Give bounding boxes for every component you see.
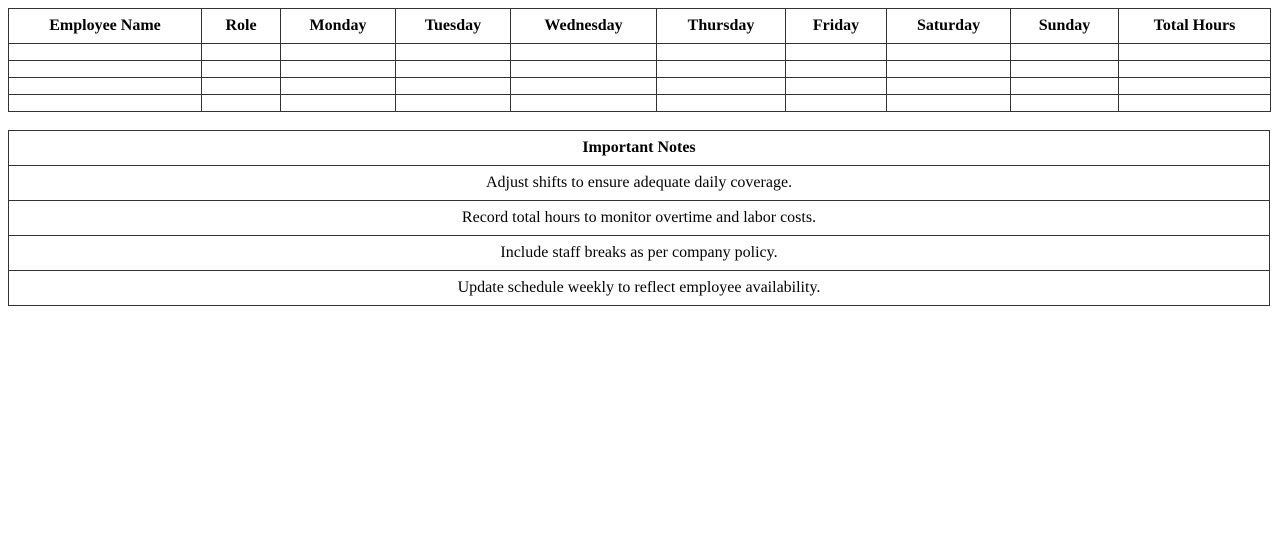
schedule-cell[interactable] [202, 95, 281, 112]
schedule-cell[interactable] [281, 78, 396, 95]
note-row [9, 271, 1270, 306]
schedule-cell[interactable] [202, 61, 281, 78]
header-friday: Friday [786, 9, 887, 44]
schedule-cell[interactable] [887, 78, 1011, 95]
schedule-body [9, 44, 1271, 112]
notes-table [8, 130, 1270, 306]
schedule-cell[interactable] [887, 44, 1011, 61]
schedule-row [9, 78, 1271, 95]
header-sunday: Sunday [1011, 9, 1119, 44]
schedule-cell[interactable] [1119, 78, 1271, 95]
schedule-cell[interactable] [9, 61, 202, 78]
schedule-cell[interactable] [281, 44, 396, 61]
note-item: Update schedule weekly to reflect employee availability. [9, 271, 1270, 306]
notes-title: Important Notes [9, 131, 1270, 166]
note-item: Record total hours to monitor overtime and labor costs. [9, 201, 1270, 236]
header-role: Role [202, 9, 281, 44]
schedule-cell[interactable] [1011, 44, 1119, 61]
schedule-cell[interactable] [281, 95, 396, 112]
schedule-row [9, 44, 1271, 61]
schedule-cell[interactable] [887, 95, 1011, 112]
schedule-row [9, 95, 1271, 112]
schedule-cell[interactable] [1011, 78, 1119, 95]
schedule-cell[interactable] [9, 95, 202, 112]
note-row [9, 166, 1270, 201]
schedule-cell[interactable] [511, 95, 657, 112]
schedule-cell[interactable] [396, 61, 511, 78]
schedule-cell[interactable] [657, 44, 786, 61]
schedule-cell[interactable] [202, 44, 281, 61]
schedule-cell[interactable] [1119, 44, 1271, 61]
schedule-cell[interactable] [1011, 95, 1119, 112]
schedule-cell[interactable] [281, 61, 396, 78]
schedule-cell[interactable] [396, 95, 511, 112]
schedule-cell[interactable] [9, 78, 202, 95]
note-item: Include staff breaks as per company policy. [9, 236, 1270, 271]
schedule-cell[interactable] [396, 78, 511, 95]
schedule-cell[interactable] [1119, 95, 1271, 112]
schedule-cell[interactable] [9, 44, 202, 61]
schedule-cell[interactable] [786, 44, 887, 61]
header-employee-name: Employee Name [9, 9, 202, 44]
header-thursday: Thursday [657, 9, 786, 44]
schedule-cell[interactable] [786, 95, 887, 112]
schedule-cell[interactable] [657, 78, 786, 95]
header-monday: Monday [281, 9, 396, 44]
schedule-cell[interactable] [511, 78, 657, 95]
header-saturday: Saturday [887, 9, 1011, 44]
schedule-cell[interactable] [887, 61, 1011, 78]
header-wednesday: Wednesday [511, 9, 657, 44]
schedule-cell[interactable] [1119, 61, 1271, 78]
header-tuesday: Tuesday [396, 9, 511, 44]
schedule-row [9, 61, 1271, 78]
schedule-cell[interactable] [1011, 61, 1119, 78]
note-row [9, 201, 1270, 236]
schedule-table [8, 8, 1271, 112]
schedule-cell[interactable] [657, 61, 786, 78]
schedule-cell[interactable] [786, 78, 887, 95]
schedule-cell[interactable] [511, 61, 657, 78]
schedule-header-row [9, 9, 1271, 44]
schedule-cell[interactable] [202, 78, 281, 95]
header-total-hours: Total Hours [1119, 9, 1271, 44]
notes-header-row [9, 131, 1270, 166]
schedule-cell[interactable] [786, 61, 887, 78]
note-row [9, 236, 1270, 271]
schedule-cell[interactable] [511, 44, 657, 61]
schedule-cell[interactable] [396, 44, 511, 61]
note-item: Adjust shifts to ensure adequate daily coverage. [9, 166, 1270, 201]
schedule-cell[interactable] [657, 95, 786, 112]
